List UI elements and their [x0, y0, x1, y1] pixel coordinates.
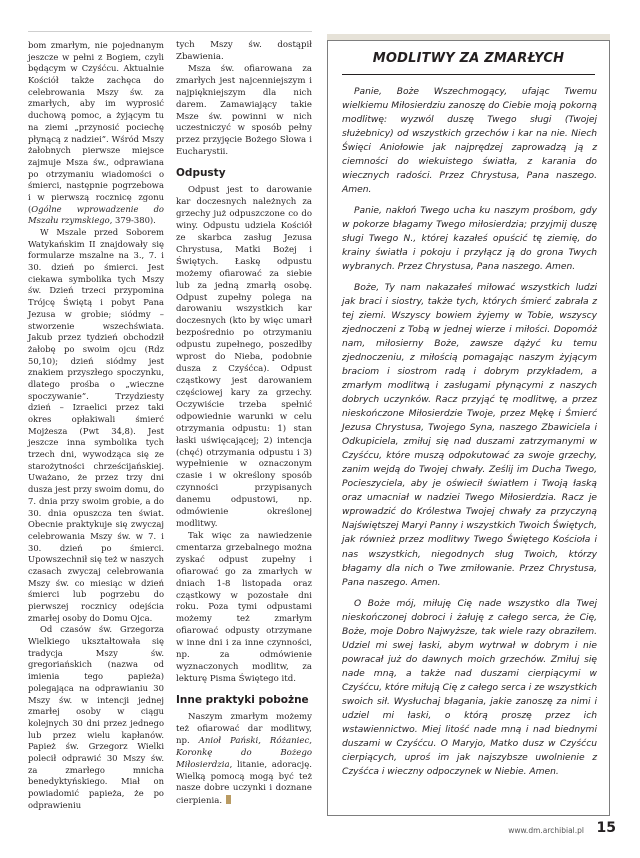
- end-of-article-mark: [226, 795, 231, 804]
- prayer-3: Boże, Ty nam nakazałeś miłować wszystkich ludzi jak braci i siostry, także tych, których śmierć zabrała z tej ziemi. Wszyscy bowiem żyjemy w Tobie, wszyscy zjednoczeni z Tobą w jednej wierze i miłości. Dopomóż nam, miłosierny Boże, zawsze dążyć ku temu zjednoczeniu, z miłością pomagając naszym żyjącym braciom i siostrom radą i dobrym przykładem, a zmarłym modlitwą i zasługami płynącymi z naszych dobrych uczynków. Racz przyjąć tę modlitwę, a przez nieskończone Miłosierdzie Twoje, przez Mękę i Śmierć Jezusa Chrystusa, Twojego Syna, naszego Zbawiciela i Odkupiciela, zmiłuj się nad duszami zatrzymanymi w Czyśćcu, które muszą odpokutować za swoje grzechy, zanim wejdą do Twojej chwały. Ześlij im Ducha Twego, Pocieszyciela, aby je oświecił światłem i Twoją łaską oraz umacniał w nadziei Twego Miłosierdzia. Racz je wprowadzić do Królestwa Twojej chwały za przyczyną Najświętszej Maryi Panny i wszystkich Twoich Świętych, jak również przez modlitwy Twego Świętego Kościoła i nas wszystkich, niegodnych sług Twoich, którzy błagamy dla nich o Twe zmiłowanie. Przez Chrystusa, Pana naszego. Amen.: [342, 283, 597, 588]
- prayer-names: Anioł Pański, Różaniec, Koronkę do Bożego Miłosierdzia: [176, 735, 312, 770]
- prayer-1: Panie, Boże Wszechmogący, ufając Twemu wielkiemu Miłosierdziu zanoszę do Ciebie moją pokorną modlitwę: wyzwól duszę Twego sługi (Twojej służebnicy) od wszystkich grzechów i kar na nie. Niech Święci Aniołowie jak najprędzej zaprowadzą ją z ciemności do wiekuistego światła, z karania do wiecznych radości. Przez Chrystusa, Pana naszego. Amen.: [342, 87, 597, 196]
- paragraph: Naszym zmarłym możemy też ofiarować dar modlitwy, np. Anioł Pański, Różaniec, Koronkę do Bożego Miłosierdzia, litanie, adorację. Wielką pomocą mogą być też nasze dobre uczynki i doznane cierpienia.: [176, 711, 312, 807]
- paragraph: tych Mszy św. dostąpił Zbawienia.: [176, 40, 312, 62]
- prayers-sidebar-box: [327, 40, 610, 816]
- prayer-4: O Boże mój, miłuję Cię nade wszystko dla Twej nieskończonej dobroci i żałuję z całego serca, że Cię, Boże, moje Dobro Najwyższe, tak wiele razy obraziłem. Udziel mi swej łaski, abym wytrwał w dobrym i nie powracał już do dawnych moich grzechów. Zmiłuj się nade mną, a także nad duszami cierpiącymi w Czyśćcu, które miłują Cię z całego serca i ze wszystkich swoich sił. Wysłuchaj błagania, jakie zanoszę za nimi i udziel mi łaski, o którą proszę przez ich wstawiennictwo. Miej litość nade mną i nad biednymi duszami w Czyśćcu. O Maryjo, Matko dusz w Czyśćcu cierpiących, uproś im jak najszybsze uwolnienie z Czyśćca i wieczny odpoczynek w Niebie. Amen.: [342, 598, 597, 777]
- top-rule: [28, 31, 312, 32]
- text-column-middle: [176, 40, 312, 808]
- book-title: Ogólne wprowadzenie do Mszału rzymskiego: [28, 203, 164, 226]
- paragraph: Odpust jest to darowanie kar doczesnych należnych za grzechy już odpuszczone co do winy. Odpustu udziela Kościół ze skarbca zasług Jezusa Chrystusa, Matki Bożej i Świętych. Łaskę odpustu możemy ofiarować za siebie lub za jedną zmarłą osobę. Odpust zupełny polega na darowaniu wszystkich kar doczesnych (kto by więc umarł bezpośrednio po otrzymaniu odpustu zupełnego, poszedłby wprost do Nieba, podobnie dusza z Czyśćca). Odpust cząstkowy jest darowaniem częściowej kary za grzechy. Oczywiście trzeba spełnić odpowiednie warunki w celu otrzymania odpustu: 1) stan łaski uświęcającej; 2) intencja (chęć) otrzymania odpustu i 3) wypełnienie w oznaczonym czasie i w określony sposób czynności przypisanych danemu odpustowi, np. odmówienie określonej modlitwy.: [176, 185, 312, 530]
- prayers-list: [342, 85, 597, 786]
- paragraph: Od czasów św. Grzegorza Wielkiego ukształtowała się tradycja Mszy św. gregoriańskich (nazwa od imienia tego papieża) polegająca na odprawianiu 30 Mszy św. w intencji jednej zmarłej osoby w ciągu kolejnych 30 dni przez jednego lub przez wielu kapłanów. Papież św. Grzegorz Wielki polecił odprawić 30 Mszy św. za zmarłego mnicha benedyktyńskiego. Miał on powiadomić papieża, że po odprawieniu: [28, 624, 164, 810]
- text-column-left: [28, 40, 164, 811]
- section-heading-odpusty: Odpusty: [176, 167, 226, 180]
- paragraph: Tak więc za nawiedzenie cmentarza grzebalnego można zyskać odpust zupełny i ofiarować go za zmarłych w dniach 1-8 listopada oraz cząstkowy w pozostałe dni roku. Poza tymi odpustami możemy też zmarłym ofiarować odpusty otrzymane w inne dni i za inne czynności, np. za odmówienie wyznaczonych modlitw, za lekturę Pisma Świętego itd.: [176, 530, 312, 685]
- section-heading-praktyki: Inne praktyki pobożne: [176, 693, 309, 706]
- sidebar-title-rule: [342, 74, 595, 75]
- paragraph: bom zmarłym, nie pojednanym jeszcze w pełni z Bogiem, czyli będącym w Czyśćcu. Aktualnie Kościół także zachęca do celebrowania Mszy św. za zmarłych, aby im wyprosić duchową pomoc, a żyjącym tu na ziemi „przynosić pociechę płynącą z nadziei”. Wśród Mszy żałobnych pierwsze miejsce zajmuje Msza św., odprawiana po otrzymaniu wiadomości o śmierci, następnie pogrzebowa i w pierwszą rocznicę zgonu (Ogólne wprowadzenie do Mszału rzymskiego, 379-380).: [28, 40, 164, 226]
- paragraph: W Mszale przed Soborem Watykańskim II znajdowały się formularze mszalne na 3., 7. i 30. dzień po śmierci. Jest ciekawa symbolika tych Mszy św. Dzień trzeci przypomina Trójcę Świętą i pobyt Pana Jezusa w grobie; siódmy – stworzenie wszechświata. Jakub przez tydzień obchodził żałobę po swoim ojcu (Rdz 50,10); dzień siódmy jest znakiem przyszłego spoczynku, dlatego prośba o „wieczne spoczywanie”. Trzydziesty dzień – Izraelici przez taki okres opłakiwali śmierć Mojżesza (Pwt 34,8). Jest jeszcze inna symbolika tych trzech dni, wywodząca się ze starożytności chrześcijańskiej. Uważano, że przez trzy dni dusza jest przy swoim domu, do 7. dnia przy swoim grobie, a do 30. dnia opuszcza ten świat. Obecnie praktykuje się zwyczaj celebrowania Mszy św. w 7. i 30. dzień po śmierci. Upowszechnił się też w naszych czasach zwyczaj celebrowania Mszy św. co miesiąc w dzień śmierci lub pogrzebu do pierwszej rocznicy odejścia zmarłej osoby do Domu Ojca.: [28, 227, 164, 623]
- paragraph: Msza św. ofiarowana za zmarłych jest najcenniejszym i najpiękniejszym dla nich darem. Zamawiający takie Msze św. powinni w nich uczestniczyć w sposób pełny przez przyjęcie Bożego Słowa i Eucharystii.: [176, 63, 312, 158]
- prayer-2: Panie, nakłoń Twego ucha ku naszym prośbom, gdy w pokorze błagamy Twego miłosierdzia; przyjmij duszę sługi Twego N., której kazałeś opuścić tę ziemię, do krainy światła i pokoju i przyłącz ją do grona Twych wybranych. Przez Chrystusa, Pana naszego. Amen.: [342, 206, 597, 273]
- footer-url: www.dm.archibial.pl: [508, 826, 584, 835]
- sidebar-title: MODLITWY ZA ZMARŁYCH: [372, 51, 565, 66]
- page-number: 15: [596, 820, 616, 836]
